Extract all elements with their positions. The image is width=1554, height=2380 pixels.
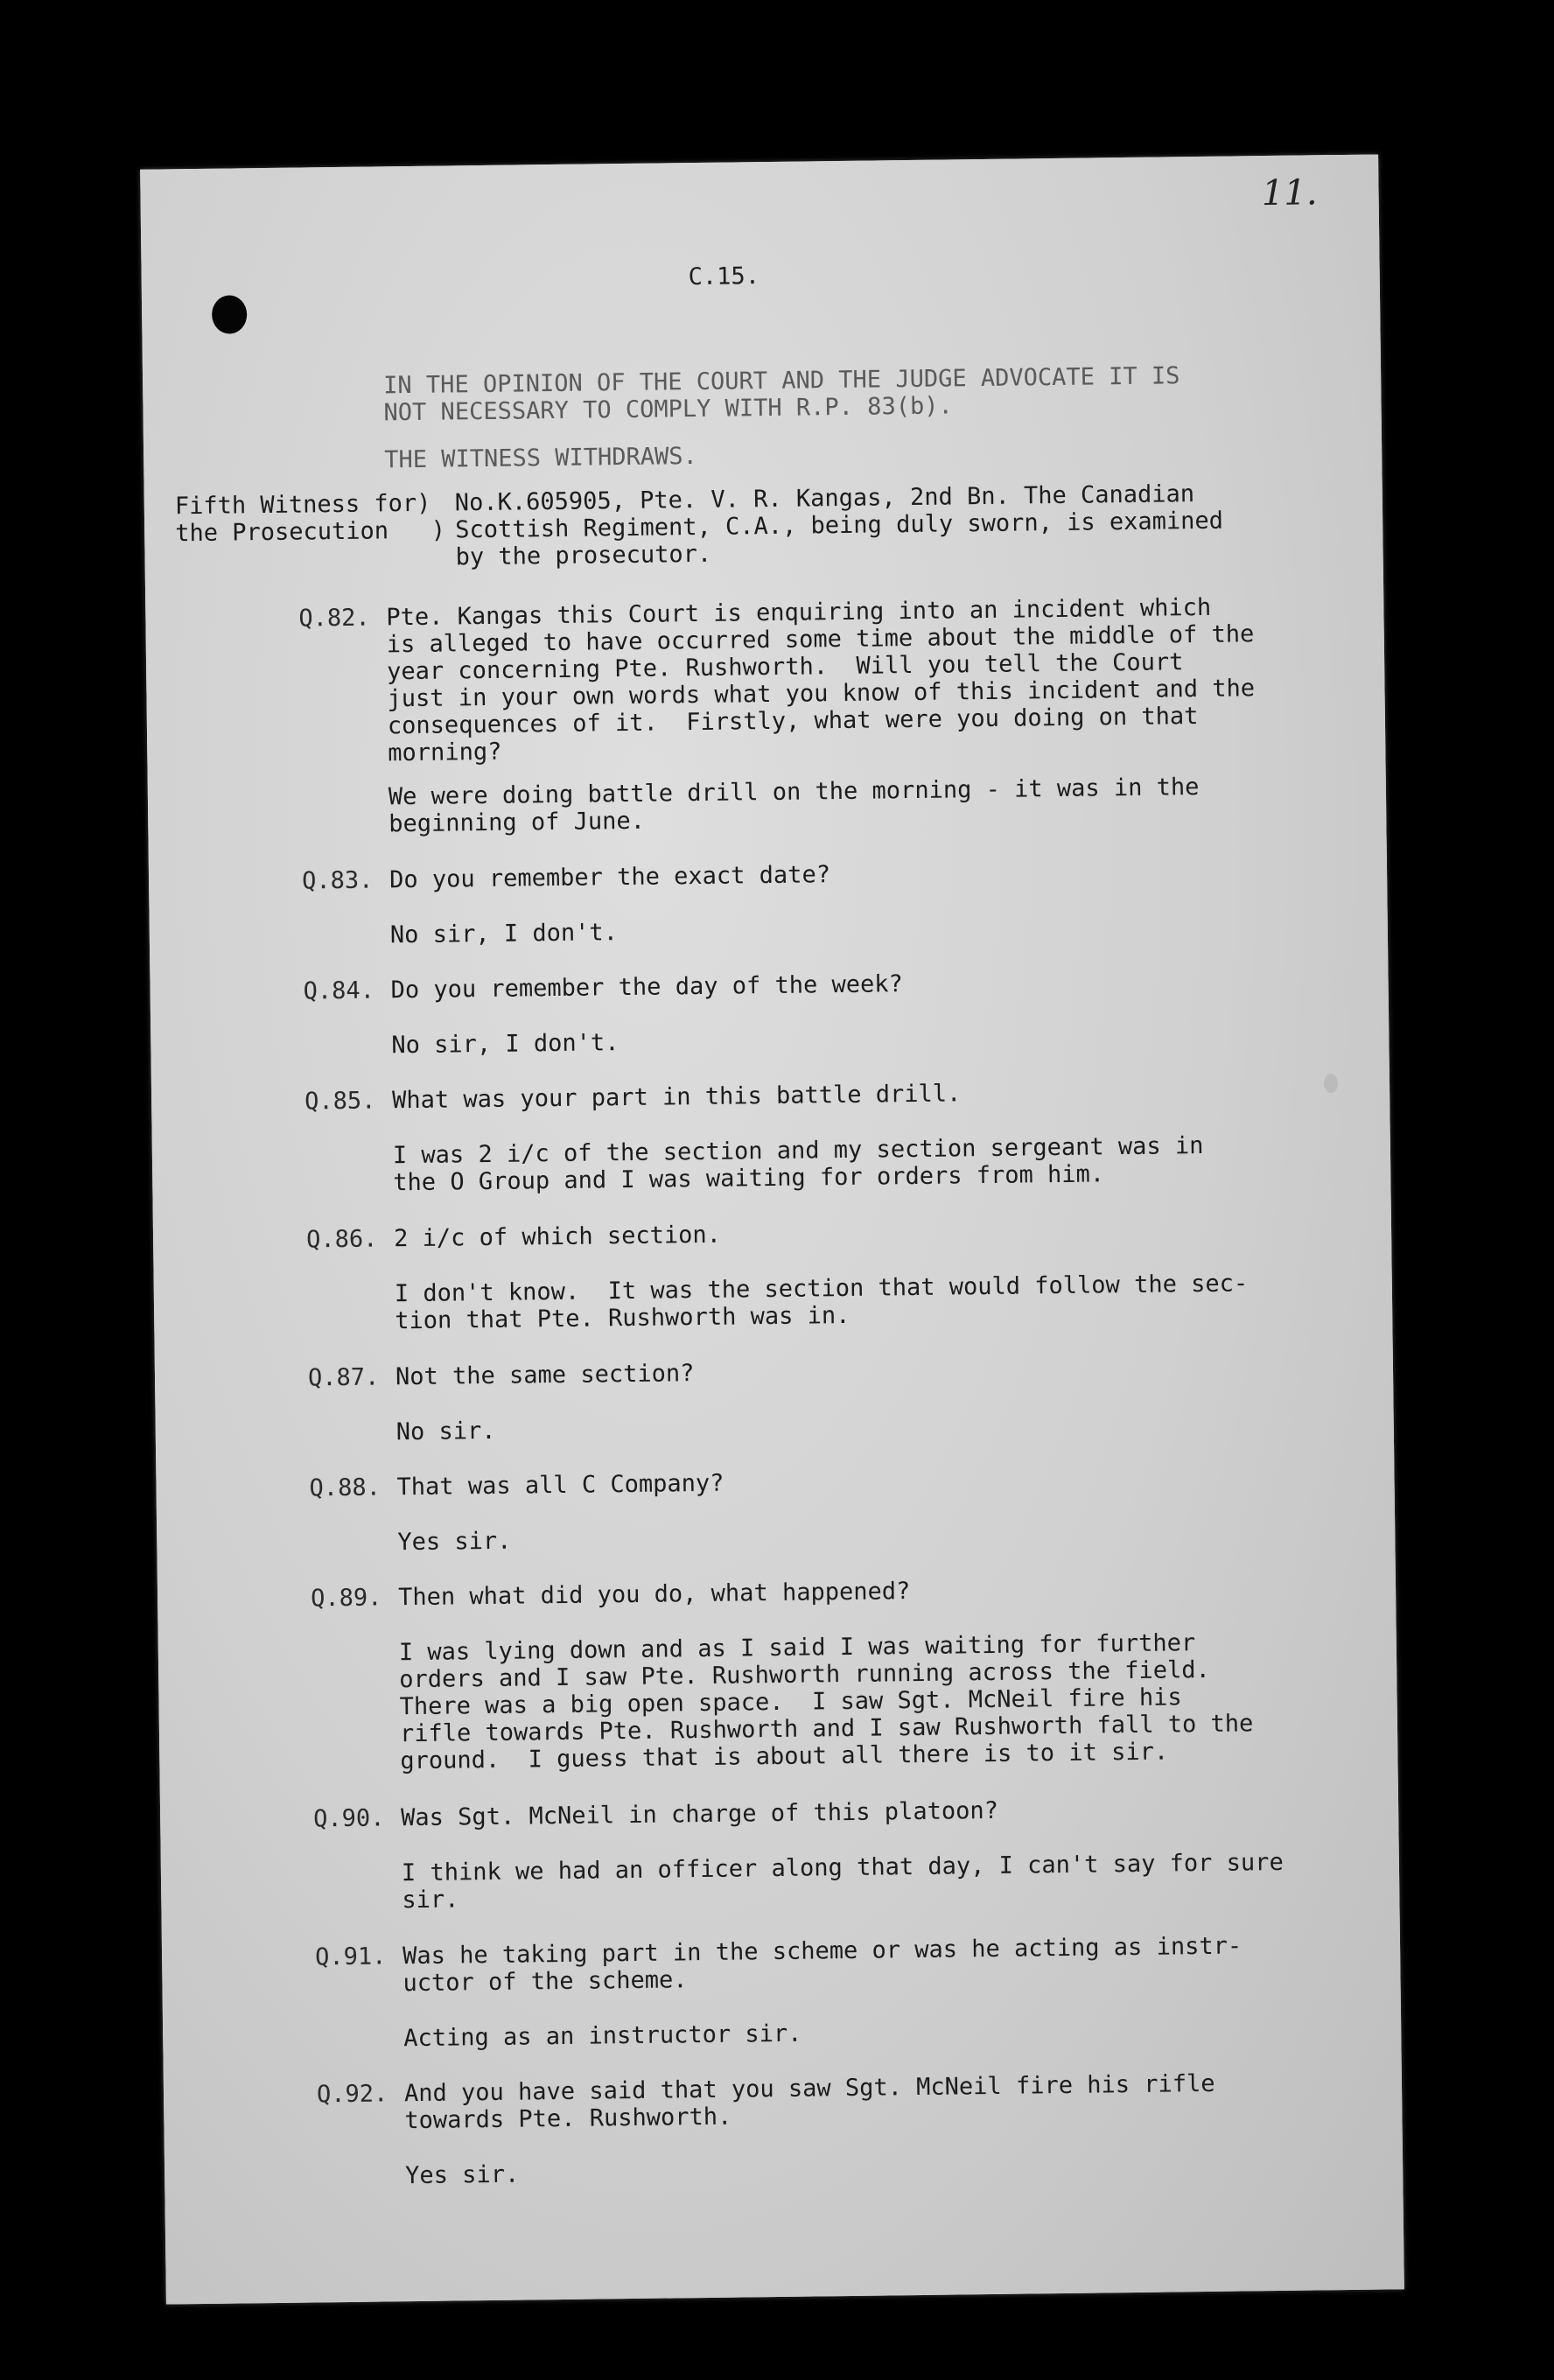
question-text: Was he taking part in the scheme or was he acting as instr- uctor of the scheme. xyxy=(402,1932,1242,1998)
answer-text: Yes sir. xyxy=(404,2160,520,2190)
answer-text: No sir, I don't. xyxy=(391,1029,620,1060)
answer-text: No sir. xyxy=(396,1417,496,1446)
question-number: Q.84. xyxy=(303,976,375,1005)
court-opinion-line-2: NOT NECESSARY TO COMPLY WITH R.P. 83(b). xyxy=(383,392,953,427)
document-page xyxy=(140,154,1404,2304)
folio-number: 11. xyxy=(1261,172,1318,214)
question-text: That was all C Company? xyxy=(396,1469,724,1502)
question-text: Then what did you do, what happened? xyxy=(397,1578,911,1612)
answer-text: We were doing battle drill on the morning - it was in the beginning of June. xyxy=(388,774,1200,838)
question-text: Do you remember the day of the week? xyxy=(390,970,903,1004)
witness-detail-line-3: by the prosecutor. xyxy=(455,540,712,571)
question-number: Q.87. xyxy=(307,1363,380,1392)
witness-label-line-2: the Prosecution ) xyxy=(175,516,446,548)
answer-text: Yes sir. xyxy=(397,1527,512,1557)
question-number: Q.86. xyxy=(305,1225,378,1254)
question-text: Pte. Kangas this Court is enquiring into an incident which is alleged to have occurred some time about the middle of the year concerning Pte. Rushworth. Will you tell the Court just in your own words what you know of this incident and the consequences of it. Firstly, what were you doing on that morning? xyxy=(386,593,1256,767)
answer-text: I think we had an officer along that day, I can't say for sure sir. xyxy=(401,1848,1284,1914)
page-reference: C.15. xyxy=(688,262,760,291)
question-number: Q.92. xyxy=(316,2080,388,2109)
witness-detail-line-2: Scottish Regiment, C.A., being duly sworn, is examined xyxy=(455,507,1224,544)
question-number: Q.89. xyxy=(310,1584,382,1613)
witness-label-line-1: Fifth Witness for) xyxy=(174,489,431,521)
question-text: Do you remember the exact date? xyxy=(388,861,831,894)
question-text: And you have said that you saw Sgt. McNeil fire his rifle towards Pte. Rushworth. xyxy=(403,2069,1215,2135)
question-number: Q.91. xyxy=(314,1942,387,1971)
answer-text: Acting as an instructor sir. xyxy=(403,2020,802,2053)
answer-text: I was lying down and as I said I was waiting for further orders and I saw Pte. Rushworth running across the field. There was a big open space. I saw Sgt. McNeil fire his rifle towards Pte. Rushworth and I saw Rushworth fall to the ground. I guess that is about all there is to it sir. xyxy=(398,1629,1254,1775)
answer-text: I was 2 i/c of the section and my section sergeant was in the O Group and I was waiting for orders from him. xyxy=(392,1131,1204,1197)
question-text: Was Sgt. McNeil in charge of this platoon? xyxy=(400,1796,999,1832)
question-text: 2 i/c of which section. xyxy=(393,1221,722,1253)
question-number: Q.82. xyxy=(298,604,370,633)
answer-text: I don't know. It was the section that would follow the sec- tion that Pte. Rushworth was in. xyxy=(394,1270,1249,1335)
question-number: Q.85. xyxy=(304,1087,376,1116)
question-text: What was your part in this battle drill. xyxy=(391,1080,962,1115)
question-number: Q.88. xyxy=(309,1474,382,1502)
answer-text: No sir, I don't. xyxy=(389,919,619,949)
question-text: Not the same section? xyxy=(395,1360,695,1391)
witness-withdraws: THE WITNESS WITHDRAWS. xyxy=(384,442,698,474)
punch-hole xyxy=(212,295,248,333)
court-opinion-line-1: IN THE OPINION OF THE COURT AND THE JUDGE ADVOCATE IT IS xyxy=(382,362,1180,400)
question-number: Q.83. xyxy=(301,866,374,895)
question-number: Q.90. xyxy=(313,1804,385,1833)
paper-blemish xyxy=(1324,1074,1338,1093)
witness-detail-line-1: No.K.605905, Pte. V. R. Kangas, 2nd Bn. The Canadian xyxy=(454,480,1195,517)
